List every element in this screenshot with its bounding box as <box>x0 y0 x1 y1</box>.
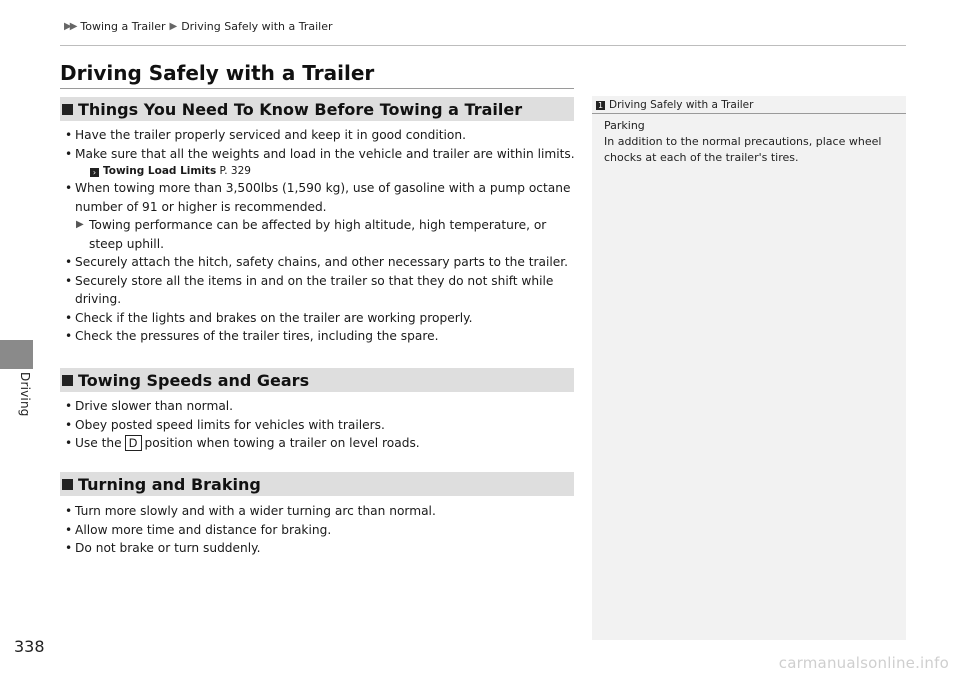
square-bullet-icon <box>62 104 73 115</box>
section-heading-speeds: Towing Speeds and Gears <box>60 368 574 392</box>
square-bullet-icon <box>62 479 73 490</box>
list-item: • Use the D position when towing a trailer on level roads. <box>65 434 577 453</box>
section-heading-turning: Turning and Braking <box>60 472 574 496</box>
list-item: • Drive slower than normal. <box>65 397 577 416</box>
double-arrow-icon: ▶▶ <box>64 21 76 32</box>
section-body-things-to-know <box>65 126 577 346</box>
note-icon: 1 <box>597 100 604 110</box>
chapter-label: Driving <box>18 372 32 417</box>
list-item: • Turn more slowly and with a wider turning arc than normal. <box>65 502 577 521</box>
watermark: carmanualsonline.info <box>778 654 949 672</box>
breadcrumb-item-towing[interactable]: Towing a Trailer <box>80 20 166 33</box>
cross-reference-link[interactable]: › Towing Load Limits P. 329 <box>65 163 577 179</box>
square-bullet-icon <box>62 375 73 386</box>
header-divider <box>60 45 906 46</box>
breadcrumb-item-current: Driving Safely with a Trailer <box>181 20 333 33</box>
section-heading-things-to-know: Things You Need To Know Before Towing a Trailer <box>60 97 574 121</box>
list-item: • When towing more than 3,500lbs (1,590 kg), use of gasoline with a pump octane number of 91 or higher is recommended. <box>65 179 577 216</box>
gear-position-badge: D <box>125 435 142 451</box>
list-item: • Have the trailer properly serviced and keep it in good condition. <box>65 126 577 145</box>
sidebar-note <box>592 96 906 640</box>
sub-note: ▶ Towing performance can be affected by high altitude, high temperature, or steep uphill. <box>76 218 547 251</box>
page-title: Driving Safely with a Trailer <box>60 61 375 85</box>
list-item: • Obey posted speed limits for vehicles with trailers. <box>65 416 577 435</box>
section-body-turning <box>65 502 577 558</box>
section-body-speeds <box>65 397 577 453</box>
list-item: • Make sure that all the weights and load in the vehicle and trailer are within limits. <box>65 145 577 164</box>
list-item: • Securely attach the hitch, safety chains, and other necessary parts to the trailer. <box>65 253 577 272</box>
chapter-tab <box>0 340 33 369</box>
sidebar-note-text: In addition to the normal precautions, place wheel chocks at each of the trailer's tires. <box>604 135 882 164</box>
breadcrumb <box>64 20 333 33</box>
list-item: • Do not brake or turn suddenly. <box>65 539 577 558</box>
list-item: • Allow more time and distance for braking. <box>65 521 577 540</box>
sidebar-note-header: 1 Driving Safely with a Trailer <box>592 96 906 114</box>
reference-arrow-icon: › <box>90 168 99 177</box>
arrow-right-icon: ▶ <box>169 21 178 32</box>
triangle-right-icon: ▶ <box>76 219 84 230</box>
title-divider <box>60 88 574 89</box>
list-item: • Securely store all the items in and on the trailer so that they do not shift while driving. <box>65 272 577 309</box>
list-item: • Check the pressures of the trailer tires, including the spare. <box>65 327 577 346</box>
page-number: 338 <box>14 637 45 656</box>
list-item: • Check if the lights and brakes on the trailer are working properly. <box>65 309 577 328</box>
sidebar-note-subtitle: Parking <box>604 119 645 132</box>
sidebar-note-body <box>592 114 906 166</box>
